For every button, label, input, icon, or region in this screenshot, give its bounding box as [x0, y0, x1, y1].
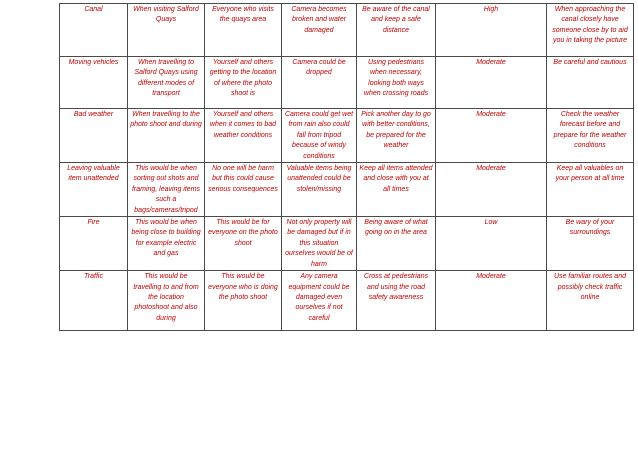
when-cell: When travelling to the photo shoot and during — [128, 109, 205, 163]
who-cell: Yourself and others getting to the location of where the photo shoot is — [205, 57, 282, 109]
table-row — [60, 217, 634, 271]
risk-level-cell: Moderate — [436, 109, 547, 163]
harm-cell: Valuable items being unattended could be stolen/missing — [282, 163, 357, 217]
action-cell: Use familiar routes and possibly check traffic online — [547, 271, 634, 331]
who-cell: Yourself and others when it comes to bad weather conditions — [205, 109, 282, 163]
control-cell: Cross at pedestrians and using the road safety awareness — [357, 271, 436, 331]
hazard-cell: Canal — [60, 4, 128, 57]
when-cell: When visiting Salford Quays — [128, 4, 205, 57]
table-row — [60, 57, 634, 109]
harm-cell: Any camera equipment could be damaged even ourselves if not careful — [282, 271, 357, 331]
risk-level-cell: High — [436, 4, 547, 57]
hazard-cell: Traffic — [60, 271, 128, 331]
who-cell: This would be everyone who is doing the photo shoot — [205, 271, 282, 331]
table-row — [60, 4, 634, 57]
risk-level-cell: Low — [436, 217, 547, 271]
action-cell: Be careful and cautious — [547, 57, 634, 109]
who-cell: Everyone who visits the quays area — [205, 4, 282, 57]
action-cell: Be wary of your surroundings — [547, 217, 634, 271]
control-cell: Being aware of what going on in the area — [357, 217, 436, 271]
control-cell: Using pedestrians when necessary, looking both ways when crossing roads — [357, 57, 436, 109]
action-cell: Keep all valuables on your person at all time — [547, 163, 634, 217]
risk-level-cell: Moderate — [436, 163, 547, 217]
when-cell: This would be when being close to building for example electric and gas — [128, 217, 205, 271]
action-cell: Check the weather forecast before and prepare for the weather conditions — [547, 109, 634, 163]
harm-cell: Camera could get wet from rain also could fall from tripod because of windy conditions — [282, 109, 357, 163]
table-row — [60, 271, 634, 331]
when-cell: This would be when sorting out shots and framing, leaving items such a bags/cameras/tripod — [128, 163, 205, 217]
who-cell: This would be for everyone on the photo shoot — [205, 217, 282, 271]
harm-cell: Not only property will be damaged but if in this situation ourselves would be of harm — [282, 217, 357, 271]
harm-cell: Camera becomes broken and water damaged — [282, 4, 357, 57]
when-cell: When travelling to Salford Quays using different modes of transport — [128, 57, 205, 109]
risk-level-cell: Moderate — [436, 57, 547, 109]
action-cell: When approaching the canal closely have someone close by to aid you in taking the picture — [547, 4, 634, 57]
hazard-cell: Moving vehicles — [60, 57, 128, 109]
control-cell: Pick another day to go with better conditions, be prepared for the weather — [357, 109, 436, 163]
when-cell: This would be travelling to and from the location photoshoot and also during — [128, 271, 205, 331]
hazard-cell: Leaving valuable item unattended — [60, 163, 128, 217]
hazard-cell: Bad weather — [60, 109, 128, 163]
table-row — [60, 163, 634, 217]
risk-level-cell: Moderate — [436, 271, 547, 331]
harm-cell: Camera could be dropped — [282, 57, 357, 109]
risk-assessment-table — [59, 3, 634, 331]
who-cell: No one will be harm but this could cause serious consequences — [205, 163, 282, 217]
hazard-cell: Fire — [60, 217, 128, 271]
control-cell: Be aware of the canal and keep a safe distance — [357, 4, 436, 57]
table-row — [60, 109, 634, 163]
control-cell: Keep all items attended and close with you at all times — [357, 163, 436, 217]
